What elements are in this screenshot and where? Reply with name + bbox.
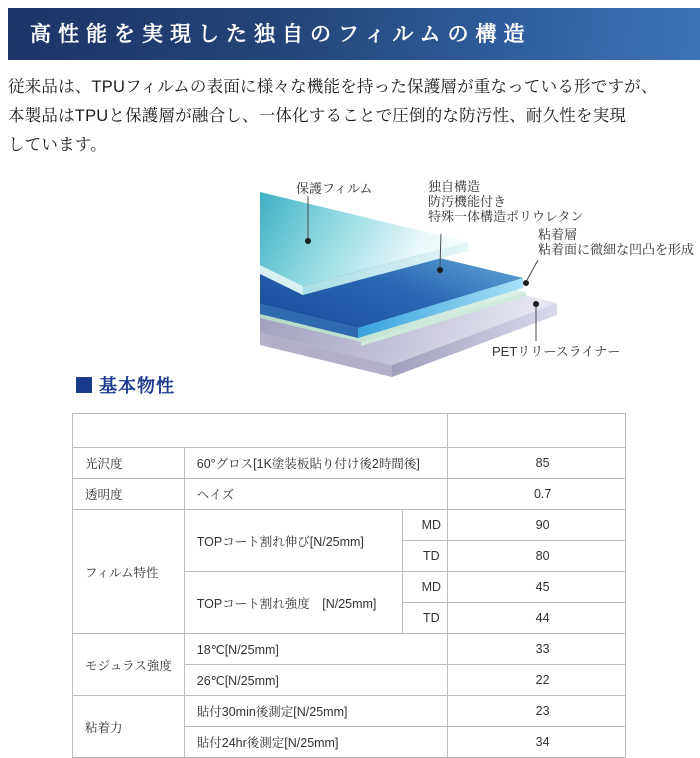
table-header-row — [73, 414, 626, 448]
section-title: 基本物性 — [99, 376, 175, 396]
item-cell: 18℃[N/25mm] — [184, 634, 448, 665]
product-column-header: ECHELON Headlight PPF — [448, 414, 626, 448]
label-protective-film: 保護フィルム — [296, 181, 373, 196]
table-row-haze — [73, 479, 626, 510]
category-cell: 透明度 — [73, 479, 185, 510]
category-cell: 粘着力 — [73, 696, 185, 758]
direction-cell: MD — [403, 572, 448, 603]
table-row-adhesion-30min — [73, 696, 626, 727]
item-cell: 26℃[N/25mm] — [184, 665, 448, 696]
label-adhesive-layer: 粘着層 粘着面に微細な凹凸を形成 — [538, 227, 695, 257]
item-cell: 60°グロス[1K塗装板貼り付け後2時間後] — [184, 448, 448, 479]
value-cell: 34 — [448, 727, 626, 758]
item-cell: ヘイズ — [184, 479, 448, 510]
value-cell: 85 — [448, 448, 626, 479]
basic-properties-table — [72, 413, 626, 758]
direction-cell: MD — [403, 510, 448, 541]
value-cell: 0.7 — [448, 479, 626, 510]
category-cell: モジュラス強度 — [73, 634, 185, 696]
label-unique-structure: 独自構造 防汚機能付き 特殊一体構造ポリウレタン — [428, 179, 584, 224]
value-cell: 23 — [448, 696, 626, 727]
value-cell: 45 — [448, 572, 626, 603]
label-pet-liner: PETリリースライナー — [492, 344, 621, 359]
value-cell: 22 — [448, 665, 626, 696]
direction-cell: TD — [403, 541, 448, 572]
intro-line: 本製品はTPUと保護層が融合し、一体化することで圧倒的な防汚性、耐久性を実現 — [8, 107, 627, 125]
category-cell: 光沢度 — [73, 448, 185, 479]
header-banner — [8, 8, 700, 60]
value-cell: 33 — [448, 634, 626, 665]
table-row-elongation-md — [73, 510, 626, 541]
intro-line: しています。 — [8, 136, 107, 154]
item-cell: 貼付24hr後測定[N/25mm] — [184, 727, 448, 758]
diagonal-header-cell — [73, 414, 448, 448]
film-structure-diagram — [250, 178, 695, 385]
intro-line: 従来品は、TPUフィルムの表面に様々な機能を持った保護層が重なっている形ですが、 — [8, 78, 658, 96]
intro-paragraph — [8, 73, 696, 160]
value-cell: 44 — [448, 603, 626, 634]
item-cell: TOPコート割れ強度 [N/25mm] — [184, 572, 403, 634]
value-cell: 80 — [448, 541, 626, 572]
page-title: 高性能を実現した独自のフィルムの構造 — [30, 22, 532, 46]
item-cell: 貼付30min後測定[N/25mm] — [184, 696, 448, 727]
item-cell: TOPコート割れ伸び[N/25mm] — [184, 510, 403, 572]
square-bullet-icon — [76, 377, 92, 393]
category-cell: フィルム特性 — [73, 510, 185, 634]
value-cell: 90 — [448, 510, 626, 541]
table-row-gloss — [73, 448, 626, 479]
direction-cell: TD — [403, 603, 448, 634]
table-row-modulus-18 — [73, 634, 626, 665]
section-heading — [76, 372, 175, 398]
